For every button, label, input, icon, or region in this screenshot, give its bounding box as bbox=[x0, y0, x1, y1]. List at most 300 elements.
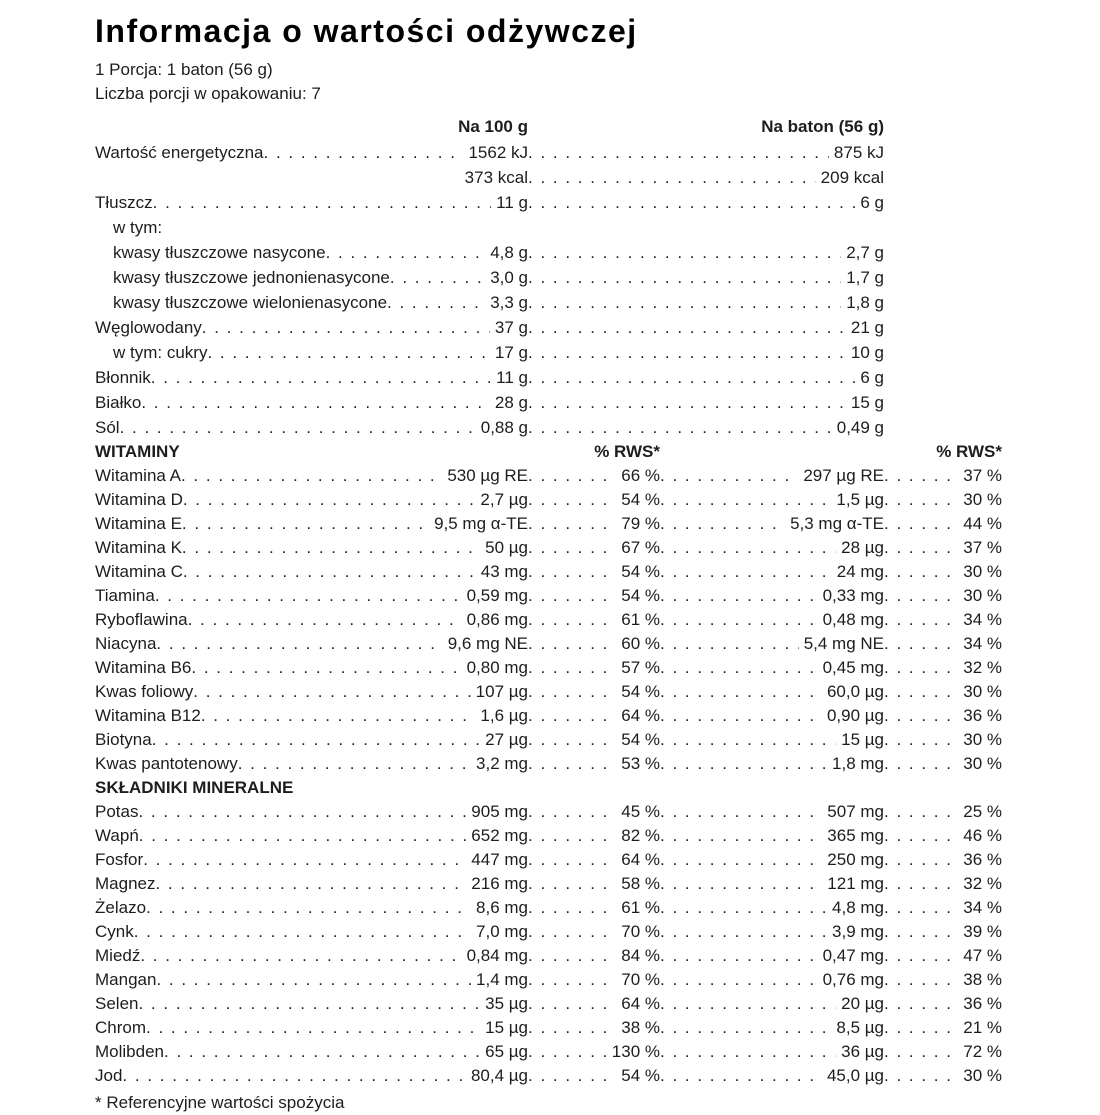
rws-per-bar: 36 % bbox=[963, 706, 1002, 725]
rws-per-bar: 39 % bbox=[963, 922, 1002, 941]
dot-leader bbox=[207, 340, 489, 365]
col-header-per-bar: Na baton (56 g) bbox=[761, 117, 884, 136]
dot-leader bbox=[660, 968, 818, 992]
dot-leader bbox=[660, 632, 799, 656]
dot-leader bbox=[528, 390, 846, 415]
dot-leader bbox=[528, 315, 846, 340]
nutrient-label: Witamina C bbox=[95, 562, 183, 581]
value-per-100g: 8,6 mg bbox=[476, 898, 528, 917]
dot-leader bbox=[660, 536, 836, 560]
section-header-row bbox=[95, 440, 1002, 464]
value-per-100g: 0,84 mg bbox=[466, 946, 528, 965]
dot-leader bbox=[884, 800, 958, 824]
value-per-bar: 0,90 µg bbox=[826, 706, 884, 725]
dot-leader bbox=[155, 872, 466, 896]
dot-leader bbox=[884, 536, 958, 560]
rws-per-100g: 70 % bbox=[621, 970, 660, 989]
dot-leader bbox=[660, 992, 836, 1016]
value-per-bar: 0,45 mg bbox=[822, 658, 884, 677]
value-per-100g: 530 µg RE bbox=[447, 466, 528, 485]
rws-per-bar: 30 % bbox=[963, 730, 1002, 749]
rws-per-100g: 64 % bbox=[621, 994, 660, 1013]
dot-leader bbox=[143, 848, 466, 872]
nutrient-label: Witamina B12 bbox=[95, 706, 201, 725]
value-per-100g: 3,2 mg bbox=[476, 754, 528, 773]
nutrient-label: Sól bbox=[95, 418, 120, 437]
nutrient-row bbox=[95, 512, 1002, 536]
value-per-bar: 2,7 g bbox=[846, 243, 884, 262]
nutrient-row bbox=[95, 800, 1002, 824]
dot-leader bbox=[660, 1040, 836, 1064]
dot-leader bbox=[884, 632, 958, 656]
value-per-bar: 36 µg bbox=[841, 1042, 884, 1061]
rws-per-100g: 54 % bbox=[621, 682, 660, 701]
dot-leader bbox=[183, 488, 476, 512]
value-per-bar: 875 kJ bbox=[833, 143, 884, 162]
value-per-bar: 24 mg bbox=[836, 562, 884, 581]
rws-per-100g: 84 % bbox=[621, 946, 660, 965]
nutrient-row bbox=[95, 415, 1002, 440]
value-per-bar: 10 g bbox=[850, 343, 884, 362]
value-per-bar: 5,4 mg NE bbox=[803, 634, 884, 653]
dot-leader bbox=[660, 824, 822, 848]
nutrient-label: Biotyna bbox=[95, 730, 152, 749]
value-per-bar: 365 mg bbox=[827, 826, 884, 845]
nutrient-row bbox=[95, 390, 1002, 415]
dot-leader bbox=[660, 872, 822, 896]
rws-per-bar: 37 % bbox=[963, 466, 1002, 485]
nutrient-row bbox=[95, 1064, 1002, 1088]
dot-leader bbox=[182, 536, 480, 560]
rws-per-100g: 67 % bbox=[621, 538, 660, 557]
value-per-bar: 297 µg RE bbox=[803, 466, 884, 485]
dot-leader bbox=[884, 992, 958, 1016]
dot-leader bbox=[193, 680, 470, 704]
dot-leader bbox=[238, 752, 471, 776]
dot-leader bbox=[528, 680, 616, 704]
value-per-bar: 28 µg bbox=[841, 538, 884, 557]
dot-leader bbox=[884, 1064, 958, 1088]
value-per-100g: 107 µg bbox=[475, 682, 528, 701]
dot-leader bbox=[164, 1040, 480, 1064]
dot-leader bbox=[528, 584, 616, 608]
nutrient-label: Witamina A bbox=[95, 466, 181, 485]
rws-per-bar: 32 % bbox=[963, 874, 1002, 893]
rws-per-100g: 38 % bbox=[621, 1018, 660, 1037]
rws-per-100g: 79 % bbox=[621, 514, 660, 533]
nutrient-row bbox=[95, 1016, 1002, 1040]
nutrient-label: Jod bbox=[95, 1066, 123, 1085]
nutrient-label: Selen bbox=[95, 994, 139, 1013]
nutrient-row bbox=[95, 340, 1002, 365]
dot-leader bbox=[884, 872, 958, 896]
nutrient-label: Witamina D bbox=[95, 490, 183, 509]
value-per-bar: 4,8 mg bbox=[832, 898, 884, 917]
dot-leader bbox=[181, 464, 442, 488]
dot-leader bbox=[660, 608, 818, 632]
rws-per-100g: 54 % bbox=[621, 562, 660, 581]
nutrient-row bbox=[95, 560, 1002, 584]
dot-leader bbox=[660, 560, 832, 584]
value-per-bar: 0,76 mg bbox=[822, 970, 884, 989]
nutrient-label: Witamina K bbox=[95, 538, 182, 557]
nutrient-label: kwasy tłuszczowe jednonienasycone bbox=[113, 268, 390, 287]
dot-leader bbox=[528, 824, 616, 848]
value-per-100g: 27 µg bbox=[485, 730, 528, 749]
page-title: Informacja o wartości odżywczej bbox=[95, 13, 638, 49]
rws-per-bar: 46 % bbox=[963, 826, 1002, 845]
nutrient-row bbox=[95, 896, 1002, 920]
dot-leader bbox=[528, 944, 616, 968]
value-per-100g: 905 mg bbox=[471, 802, 528, 821]
dot-leader bbox=[139, 824, 467, 848]
dot-leader bbox=[156, 632, 442, 656]
rws-per-bar: 21 % bbox=[963, 1018, 1002, 1037]
dot-leader bbox=[264, 140, 464, 165]
nutrient-label: Mangan bbox=[95, 970, 157, 989]
dot-leader bbox=[884, 896, 958, 920]
value-per-100g: 4,8 g bbox=[490, 243, 528, 262]
rws-per-100g: 66 % bbox=[621, 466, 660, 485]
dot-leader bbox=[182, 512, 429, 536]
value-per-100g: 50 µg bbox=[485, 538, 528, 557]
value-per-bar: 6 g bbox=[860, 368, 884, 387]
dot-leader bbox=[884, 512, 958, 536]
value-per-100g: 0,88 g bbox=[480, 418, 528, 437]
dot-leader bbox=[884, 488, 958, 512]
value-per-100g: 0,86 mg bbox=[466, 610, 528, 629]
rws-per-bar: 30 % bbox=[963, 562, 1002, 581]
dot-leader bbox=[140, 944, 461, 968]
dot-leader bbox=[660, 680, 822, 704]
nutrient-row bbox=[95, 1040, 1002, 1064]
value-per-100g: 0,80 mg bbox=[466, 658, 528, 677]
dot-leader bbox=[660, 920, 827, 944]
dot-leader bbox=[884, 680, 958, 704]
value-per-100g: 1,6 µg bbox=[480, 706, 528, 725]
nutrient-row bbox=[95, 190, 1002, 215]
value-per-100g: 37 g bbox=[494, 318, 528, 337]
section-title: WITAMINY bbox=[95, 442, 180, 461]
value-per-100g: 9,5 mg α-TE bbox=[434, 514, 528, 533]
nutrient-label: Fosfor bbox=[95, 850, 144, 869]
value-per-bar: 250 mg bbox=[827, 850, 884, 869]
value-per-100g: 0,59 mg bbox=[466, 586, 528, 605]
dot-leader bbox=[183, 560, 476, 584]
nutrient-label: Molibden bbox=[95, 1042, 164, 1061]
dot-leader bbox=[528, 365, 855, 390]
dot-leader bbox=[884, 968, 958, 992]
value-per-bar: 6 g bbox=[860, 193, 884, 212]
dot-leader bbox=[884, 920, 958, 944]
rws-per-bar: 72 % bbox=[963, 1042, 1002, 1061]
dot-leader bbox=[528, 848, 616, 872]
value-per-100g: 447 mg bbox=[471, 850, 528, 869]
dot-leader bbox=[146, 896, 471, 920]
rws-per-100g: 64 % bbox=[621, 850, 660, 869]
dot-leader bbox=[528, 190, 855, 215]
value-per-bar: 3,9 mg bbox=[832, 922, 884, 941]
value-per-bar: 209 kcal bbox=[820, 168, 884, 187]
nutrient-row bbox=[95, 680, 1002, 704]
value-per-100g: 11 g bbox=[496, 368, 528, 387]
value-per-bar: 60,0 µg bbox=[826, 682, 884, 701]
dot-leader bbox=[528, 140, 829, 165]
nutrient-row bbox=[95, 920, 1002, 944]
dot-leader bbox=[141, 390, 490, 415]
value-per-bar: 121 mg bbox=[827, 874, 884, 893]
nutrient-label: Kwas pantotenowy bbox=[95, 754, 238, 773]
value-per-100g: 3,3 g bbox=[490, 293, 528, 312]
nutrient-label: kwasy tłuszczowe nasycone bbox=[113, 243, 326, 262]
rws-per-100g: 45 % bbox=[621, 802, 660, 821]
nutrient-row bbox=[95, 240, 1002, 265]
rws-per-bar: 25 % bbox=[963, 802, 1002, 821]
dot-leader bbox=[884, 704, 958, 728]
col-header-per-100g: Na 100 g bbox=[458, 117, 528, 136]
rws-per-bar: 34 % bbox=[963, 634, 1002, 653]
dot-leader bbox=[134, 920, 471, 944]
dot-leader bbox=[153, 190, 492, 215]
value-per-100g: 35 µg bbox=[485, 994, 528, 1013]
nutrient-label: Wartość energetyczna bbox=[95, 143, 264, 162]
value-per-bar: 21 g bbox=[850, 318, 884, 337]
dot-leader bbox=[528, 536, 616, 560]
nutrient-label: Tłuszcz bbox=[95, 193, 153, 212]
rws-per-100g: 54 % bbox=[621, 730, 660, 749]
dot-leader bbox=[528, 415, 832, 440]
dot-leader bbox=[528, 240, 841, 265]
nutrient-label: kwasy tłuszczowe wielonienasycone bbox=[113, 293, 388, 312]
dot-leader bbox=[151, 365, 491, 390]
value-per-bar: 1,8 mg bbox=[832, 754, 884, 773]
rws-per-100g: 82 % bbox=[621, 826, 660, 845]
value-per-100g: 11 g bbox=[496, 193, 528, 212]
dot-leader bbox=[884, 944, 958, 968]
dot-leader bbox=[660, 1064, 822, 1088]
nutrient-row bbox=[95, 365, 1002, 390]
nutrient-row bbox=[95, 848, 1002, 872]
nutrient-row bbox=[95, 632, 1002, 656]
section-title: SKŁADNIKI MINERALNE bbox=[95, 778, 294, 797]
nutrient-row bbox=[95, 584, 1002, 608]
value-per-bar: 15 g bbox=[850, 393, 884, 412]
nutrient-row bbox=[95, 872, 1002, 896]
nutrient-label: Żelazo bbox=[95, 898, 147, 917]
dot-leader bbox=[528, 968, 616, 992]
value-per-bar: 0,48 mg bbox=[822, 610, 884, 629]
dot-leader bbox=[120, 415, 476, 440]
nutrient-row bbox=[95, 536, 1002, 560]
rws-per-100g: 57 % bbox=[621, 658, 660, 677]
nutrient-row bbox=[95, 315, 1002, 340]
dot-leader bbox=[191, 656, 461, 680]
dot-leader bbox=[528, 1040, 607, 1064]
rws-header-per-100g: % RWS* bbox=[594, 442, 660, 461]
dot-leader bbox=[528, 1064, 616, 1088]
dot-leader bbox=[884, 584, 958, 608]
dot-leader bbox=[528, 290, 841, 315]
rws-per-bar: 34 % bbox=[963, 610, 1002, 629]
dot-leader bbox=[884, 1016, 958, 1040]
dot-leader bbox=[326, 240, 486, 265]
value-per-bar: 8,5 µg bbox=[836, 1018, 884, 1037]
dot-leader bbox=[528, 512, 616, 536]
dot-leader bbox=[528, 1016, 616, 1040]
rws-per-100g: 53 % bbox=[621, 754, 660, 773]
rws-per-bar: 36 % bbox=[963, 994, 1002, 1013]
nutrient-label: Wapń bbox=[95, 826, 139, 845]
value-per-100g: 43 mg bbox=[480, 562, 528, 581]
dot-leader bbox=[660, 656, 818, 680]
value-per-100g: 1,4 mg bbox=[476, 970, 528, 989]
nutrient-label: Magnez bbox=[95, 874, 156, 893]
nutrient-row bbox=[95, 968, 1002, 992]
rws-per-bar: 37 % bbox=[963, 538, 1002, 557]
nutrient-label: Witamina E bbox=[95, 514, 182, 533]
nutrient-row bbox=[95, 824, 1002, 848]
dot-leader bbox=[884, 752, 958, 776]
nutrient-label: Tiamina bbox=[95, 586, 155, 605]
nutrient-label: Witamina B6 bbox=[95, 658, 192, 677]
value-per-bar: 1,7 g bbox=[846, 268, 884, 287]
value-per-bar: 1,8 g bbox=[846, 293, 884, 312]
dot-leader bbox=[884, 728, 958, 752]
nutrient-label: Ryboflawina bbox=[95, 610, 188, 629]
nutrient-row bbox=[95, 944, 1002, 968]
value-per-100g: 17 g bbox=[494, 343, 528, 362]
value-per-bar: 15 µg bbox=[841, 730, 884, 749]
rws-per-100g: 70 % bbox=[621, 922, 660, 941]
dot-leader bbox=[660, 800, 822, 824]
nutrient-row bbox=[95, 704, 1002, 728]
servings-per-pack-line: Liczba porcji w opakowaniu: 7 bbox=[95, 84, 321, 103]
dot-leader bbox=[528, 704, 616, 728]
nutrient-label: Miedź bbox=[95, 946, 141, 965]
dot-leader bbox=[155, 584, 462, 608]
value-per-100g: 1562 kJ bbox=[468, 143, 528, 162]
rws-per-100g: 54 % bbox=[621, 1066, 660, 1085]
value-per-100g: 15 µg bbox=[485, 1018, 528, 1037]
rws-per-100g: 54 % bbox=[621, 490, 660, 509]
value-per-bar: 507 mg bbox=[827, 802, 884, 821]
nutrient-row bbox=[95, 215, 1002, 240]
dot-leader bbox=[528, 752, 616, 776]
dot-leader bbox=[660, 848, 822, 872]
dot-leader bbox=[188, 608, 462, 632]
rws-per-bar: 30 % bbox=[963, 754, 1002, 773]
nutrient-label: w tym: cukry bbox=[113, 343, 208, 362]
value-per-100g: 3,0 g bbox=[490, 268, 528, 287]
nutrient-row bbox=[95, 165, 1002, 190]
dot-leader bbox=[660, 944, 818, 968]
nutrient-label: Niacyna bbox=[95, 634, 157, 653]
nutrient-label: Błonnik bbox=[95, 368, 151, 387]
dot-leader bbox=[884, 608, 958, 632]
nutrient-label: Potas bbox=[95, 802, 139, 821]
value-per-bar: 20 µg bbox=[841, 994, 884, 1013]
dot-leader bbox=[528, 800, 616, 824]
rws-per-bar: 32 % bbox=[963, 658, 1002, 677]
dot-leader bbox=[528, 920, 616, 944]
dot-leader bbox=[528, 872, 616, 896]
value-per-bar: 1,5 µg bbox=[836, 490, 884, 509]
value-per-100g: 216 mg bbox=[471, 874, 528, 893]
dot-leader bbox=[528, 560, 616, 584]
column-headers-row bbox=[95, 114, 1002, 140]
value-per-100g: 9,6 mg NE bbox=[447, 634, 528, 653]
rws-per-100g: 54 % bbox=[621, 586, 660, 605]
serving-size-line: 1 Porcja: 1 baton (56 g) bbox=[95, 60, 273, 79]
dot-leader bbox=[660, 464, 798, 488]
value-per-bar: 0,49 g bbox=[836, 418, 884, 437]
dot-leader bbox=[528, 728, 616, 752]
dot-leader bbox=[884, 560, 958, 584]
dot-leader bbox=[528, 992, 616, 1016]
nutrition-table bbox=[95, 114, 1002, 1088]
dot-leader bbox=[528, 488, 616, 512]
value-per-100g: 2,7 µg bbox=[480, 490, 528, 509]
dot-leader bbox=[138, 800, 466, 824]
value-per-100g: 65 µg bbox=[485, 1042, 528, 1061]
dot-leader bbox=[201, 704, 476, 728]
section-header-row bbox=[95, 776, 1002, 800]
rws-header-per-bar: % RWS* bbox=[936, 442, 1002, 461]
nutrient-label: Węglowodany bbox=[95, 318, 202, 337]
dot-leader bbox=[884, 656, 958, 680]
nutrient-row bbox=[95, 290, 1002, 315]
rws-per-100g: 60 % bbox=[621, 634, 660, 653]
nutrient-row bbox=[95, 656, 1002, 680]
rws-per-bar: 30 % bbox=[963, 490, 1002, 509]
value-per-100g: 652 mg bbox=[471, 826, 528, 845]
rws-per-bar: 30 % bbox=[963, 682, 1002, 701]
dot-leader bbox=[528, 656, 616, 680]
dot-leader bbox=[660, 728, 836, 752]
dot-leader bbox=[884, 824, 958, 848]
dot-leader bbox=[884, 1040, 958, 1064]
dot-leader bbox=[660, 584, 818, 608]
rws-per-bar: 38 % bbox=[963, 970, 1002, 989]
footnote: * Referencyjne wartości spożycia bbox=[95, 1093, 345, 1112]
dot-leader bbox=[660, 896, 827, 920]
dot-leader bbox=[528, 340, 846, 365]
dot-leader bbox=[528, 896, 616, 920]
value-per-bar: 5,3 mg α-TE bbox=[790, 514, 884, 533]
dot-leader bbox=[387, 290, 485, 315]
dot-leader bbox=[660, 704, 822, 728]
nutrient-row bbox=[95, 992, 1002, 1016]
value-per-100g: 373 kcal bbox=[464, 168, 528, 187]
value-per-bar: 0,47 mg bbox=[822, 946, 884, 965]
dot-leader bbox=[660, 1016, 831, 1040]
value-per-bar: 45,0 µg bbox=[826, 1066, 884, 1085]
dot-leader bbox=[156, 968, 471, 992]
dot-leader bbox=[660, 488, 831, 512]
value-per-100g: 28 g bbox=[494, 393, 528, 412]
dot-leader bbox=[138, 992, 480, 1016]
nutrient-row bbox=[95, 140, 1002, 165]
nutrient-label: Chrom bbox=[95, 1018, 147, 1037]
rws-per-bar: 34 % bbox=[963, 898, 1002, 917]
dot-leader bbox=[528, 265, 841, 290]
rws-per-100g: 130 % bbox=[611, 1042, 660, 1061]
dot-leader bbox=[660, 512, 785, 536]
dot-leader bbox=[528, 608, 616, 632]
dot-leader bbox=[528, 464, 616, 488]
nutrient-label: w tym: bbox=[113, 218, 163, 237]
dot-leader bbox=[146, 1016, 480, 1040]
